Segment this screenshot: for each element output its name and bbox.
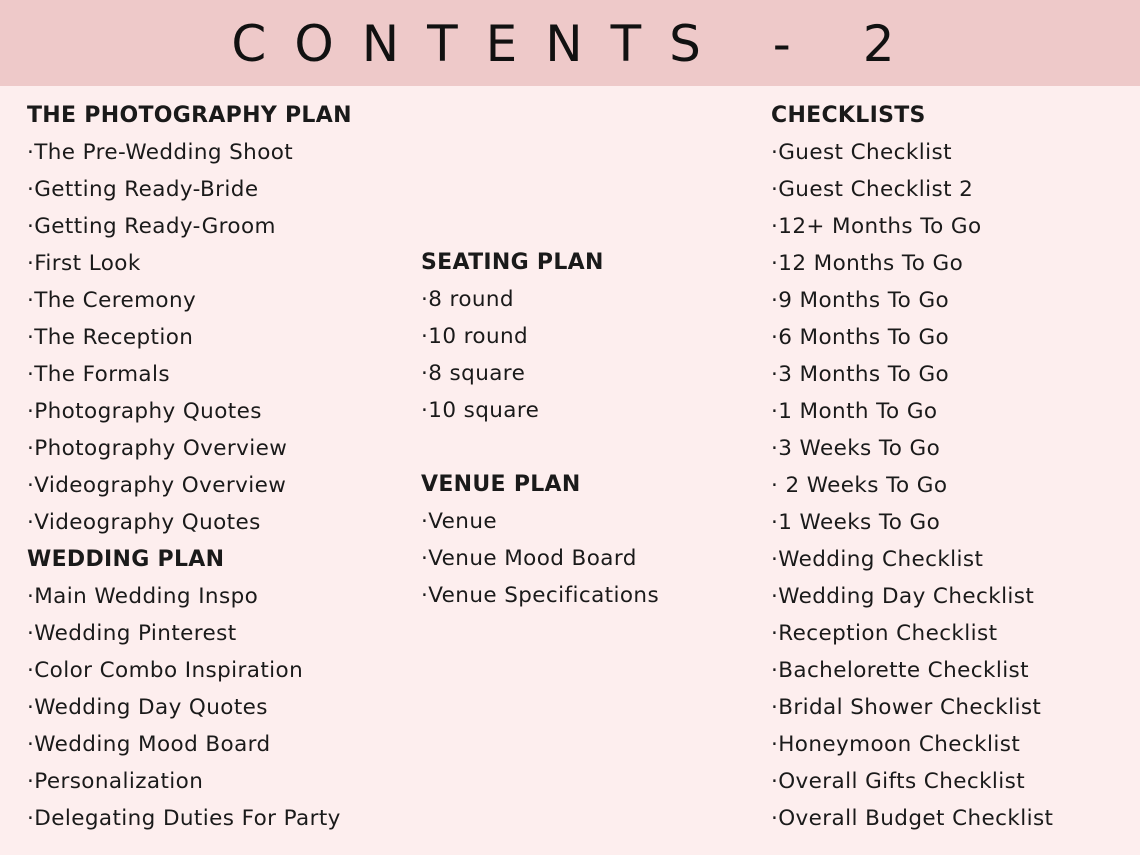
toc-item[interactable]: ·3 Weeks To Go <box>771 436 941 461</box>
toc-item[interactable]: ·Wedding Checklist <box>771 547 984 572</box>
page-title: CONTENTS - 2 <box>231 15 923 73</box>
toc-item[interactable]: ·6 Months To Go <box>771 325 950 350</box>
toc-item[interactable]: ·10 round <box>421 324 529 349</box>
toc-item[interactable]: ·Reception Checklist <box>771 621 998 646</box>
toc-item[interactable]: ·Bridal Shower Checklist <box>771 695 1042 720</box>
toc-item[interactable]: ·1 Month To Go <box>771 399 938 424</box>
toc-item[interactable]: ·Guest Checklist 2 <box>771 177 974 202</box>
section-heading-photography-plan: THE PHOTOGRAPHY PLAN <box>27 103 352 128</box>
right-column <box>771 97 1053 837</box>
toc-item[interactable]: ·Videography Quotes <box>27 510 261 535</box>
toc-item[interactable]: ·Photography Quotes <box>27 399 262 424</box>
toc-item[interactable]: ·Delegating Duties For Party <box>27 806 341 831</box>
toc-item[interactable]: ·3 Months To Go <box>771 362 950 387</box>
toc-item[interactable]: ·Venue <box>421 509 497 534</box>
toc-item[interactable]: ·The Formals <box>27 362 170 387</box>
toc-item[interactable]: ·Venue Specifications <box>421 583 660 608</box>
toc-item[interactable]: ·Honeymoon Checklist <box>771 732 1021 757</box>
toc-item[interactable]: ·Wedding Pinterest <box>27 621 237 646</box>
toc-item[interactable]: ·10 square <box>421 398 540 423</box>
toc-item[interactable]: ·Getting Ready-Bride <box>27 177 259 202</box>
section-heading-wedding-plan: WEDDING PLAN <box>27 547 225 572</box>
toc-item[interactable]: ·8 round <box>421 287 514 312</box>
toc-item[interactable]: ·The Ceremony <box>27 288 197 313</box>
toc-item[interactable]: ·The Reception <box>27 325 194 350</box>
toc-item[interactable]: ·8 square <box>421 361 526 386</box>
middle-column <box>421 244 659 614</box>
toc-item[interactable]: ·Wedding Day Checklist <box>771 584 1035 609</box>
section-heading-venue-plan: VENUE PLAN <box>421 472 581 497</box>
toc-item[interactable]: ·First Look <box>27 251 141 276</box>
toc-item[interactable]: ·Color Combo Inspiration <box>27 658 304 683</box>
toc-item[interactable]: ·Personalization <box>27 769 204 794</box>
toc-item[interactable]: ·12 Months To Go <box>771 251 964 276</box>
toc-item[interactable]: ·Main Wedding Inspo <box>27 584 259 609</box>
header-band <box>0 0 1140 86</box>
toc-item[interactable]: ·Getting Ready-Groom <box>27 214 276 239</box>
toc-item[interactable]: ·Venue Mood Board <box>421 546 637 571</box>
section-spacer <box>421 429 659 466</box>
toc-item[interactable]: ·12+ Months To Go <box>771 214 982 239</box>
toc-item[interactable]: ·Overall Budget Checklist <box>771 806 1054 831</box>
toc-item[interactable]: · 2 Weeks To Go <box>771 473 948 498</box>
toc-item[interactable]: ·Wedding Mood Board <box>27 732 271 757</box>
toc-item[interactable]: ·Wedding Day Quotes <box>27 695 268 720</box>
toc-item[interactable]: ·Photography Overview <box>27 436 288 461</box>
toc-item[interactable]: ·9 Months To Go <box>771 288 950 313</box>
toc-item[interactable]: ·Overall Gifts Checklist <box>771 769 1026 794</box>
toc-item[interactable]: ·The Pre-Wedding Shoot <box>27 140 294 165</box>
toc-item[interactable]: ·1 Weeks To Go <box>771 510 941 535</box>
toc-item[interactable]: ·Guest Checklist <box>771 140 952 165</box>
toc-item[interactable]: ·Videography Overview <box>27 473 287 498</box>
section-heading-seating-plan: SEATING PLAN <box>421 250 604 275</box>
left-column <box>27 97 352 837</box>
toc-item[interactable]: ·Bachelorette Checklist <box>771 658 1029 683</box>
section-heading-checklists: CHECKLISTS <box>771 103 926 128</box>
